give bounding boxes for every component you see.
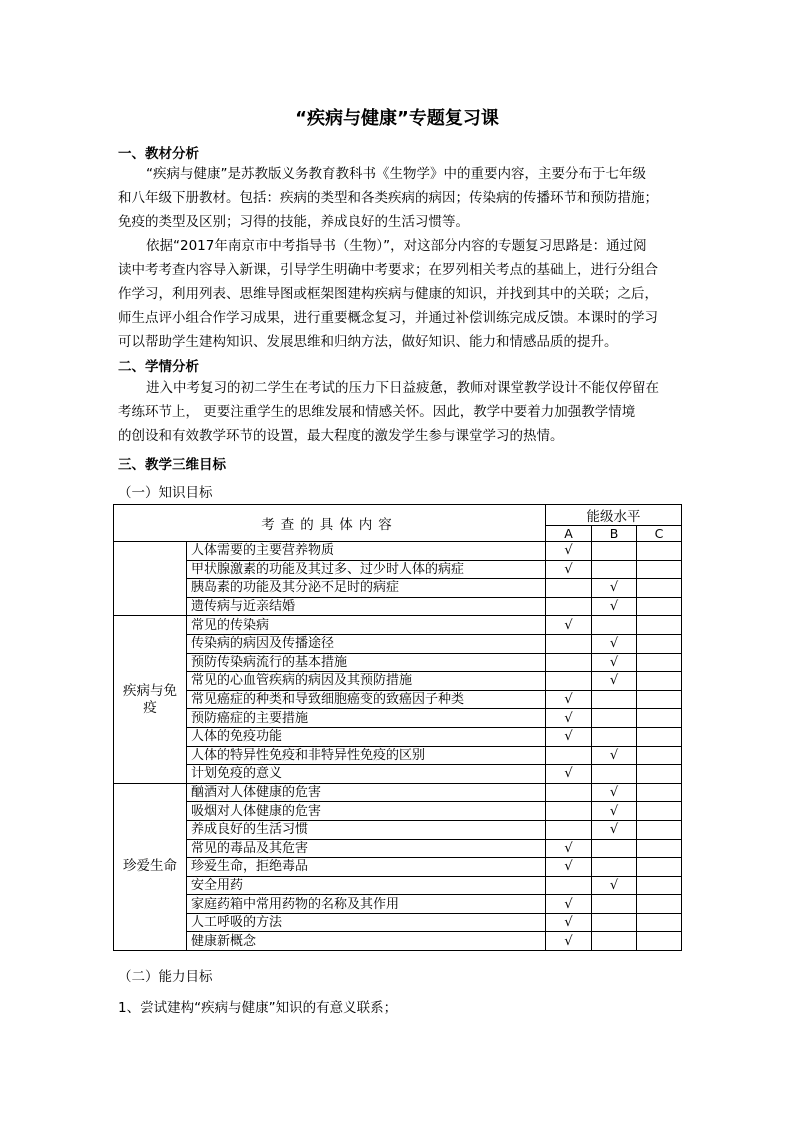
table-row bbox=[114, 672, 682, 691]
level-b-cell bbox=[592, 783, 637, 802]
level-b-cell bbox=[592, 672, 637, 691]
check-mark: √ bbox=[564, 692, 573, 708]
content-item-cell: 健康新概念 bbox=[187, 932, 546, 951]
level-c-cell bbox=[637, 783, 682, 802]
check-mark: √ bbox=[609, 654, 619, 670]
level-a-cell bbox=[546, 746, 592, 765]
level-a-cell bbox=[546, 895, 592, 914]
category-cell bbox=[114, 542, 187, 616]
level-c-header: C bbox=[637, 526, 682, 542]
paragraph-line: 考练环节上， 更要注重学生的思维发展和情感关怀。因此，教学中要着力加强教学情境 bbox=[118, 404, 636, 420]
paragraph-line: 免疫的类型及区别；习得的技能，养成良好的生活习惯等。 bbox=[118, 214, 469, 230]
section-heading-materials: 一、教材分析 bbox=[118, 146, 199, 162]
level-a-cell bbox=[546, 690, 592, 709]
paragraph-line: 进入中考复习的初二学生在考试的压力下日益疲惫，教师对课堂教学设计不能仅停留在 bbox=[146, 380, 659, 396]
level-b-cell bbox=[592, 616, 637, 635]
level-c-cell bbox=[637, 913, 682, 932]
check-mark: √ bbox=[564, 859, 573, 875]
level-a-cell bbox=[546, 634, 592, 653]
check-mark: √ bbox=[609, 673, 619, 689]
level-a-header: A bbox=[546, 526, 592, 542]
materials-paragraph-1 bbox=[118, 162, 680, 234]
paragraph-line: 依据“2017年南京市中考指导书（生物）”，对这部分内容的专题复习思路是：通过阅 bbox=[146, 238, 647, 254]
table-row bbox=[114, 913, 682, 932]
level-b-cell bbox=[592, 913, 637, 932]
level-a-cell bbox=[546, 616, 592, 635]
content-item-cell: 安全用药 bbox=[187, 876, 546, 895]
content-item-cell: 常见癌症的种类和导致细胞癌变的致癌因子种类 bbox=[187, 690, 546, 709]
level-a-cell bbox=[546, 653, 592, 672]
level-a-cell bbox=[546, 765, 592, 784]
check-mark: √ bbox=[609, 599, 619, 615]
check-mark: √ bbox=[564, 933, 573, 949]
table-row bbox=[114, 932, 682, 951]
content-item-cell: 人工呼吸的方法 bbox=[187, 913, 546, 932]
content-item-cell: 计划免疫的意义 bbox=[187, 765, 546, 784]
level-a-cell bbox=[546, 783, 592, 802]
section-heading-students: 二、学情分析 bbox=[118, 359, 199, 375]
level-c-cell bbox=[637, 932, 682, 951]
level-a-cell bbox=[546, 672, 592, 691]
level-a-cell bbox=[546, 839, 592, 858]
level-c-cell bbox=[637, 727, 682, 746]
table-row bbox=[114, 820, 682, 839]
check-mark: √ bbox=[609, 580, 619, 596]
check-mark: √ bbox=[564, 561, 573, 577]
content-item-cell: 酗酒对人体健康的危害 bbox=[187, 783, 546, 802]
students-paragraph bbox=[118, 376, 680, 448]
table-row bbox=[114, 858, 682, 877]
level-b-cell bbox=[592, 542, 637, 561]
level-c-cell bbox=[637, 690, 682, 709]
knowledge-goals-table bbox=[113, 504, 682, 951]
level-column-header: 能级水平 bbox=[546, 505, 682, 526]
check-mark: √ bbox=[609, 747, 619, 763]
check-mark: √ bbox=[609, 785, 619, 801]
level-a-cell bbox=[546, 820, 592, 839]
paragraph-line: 师生点评小组合作学习成果，进行重要概念复习，并通过补偿训练完成反馈。本课时的学习 bbox=[118, 310, 658, 326]
table-row bbox=[114, 839, 682, 858]
level-a-cell bbox=[546, 858, 592, 877]
level-a-cell bbox=[546, 727, 592, 746]
paragraph-line: 和八年级下册教材。包括：疾病的类型和各类疾病的病因；传染病的传播环节和预防措施； bbox=[118, 190, 658, 206]
content-item-cell: 人体需要的主要营养物质 bbox=[187, 542, 546, 561]
level-c-cell bbox=[637, 634, 682, 653]
level-a-cell bbox=[546, 913, 592, 932]
check-mark: √ bbox=[564, 543, 573, 559]
level-c-cell bbox=[637, 672, 682, 691]
content-item-cell: 人体的免疫功能 bbox=[187, 727, 546, 746]
table-row bbox=[114, 895, 682, 914]
document-title: “疾病与健康”专题复习课 bbox=[295, 108, 499, 129]
content-item-cell: 家庭药箱中常用药物的名称及其作用 bbox=[187, 895, 546, 914]
table-row bbox=[114, 579, 682, 598]
check-mark: √ bbox=[564, 915, 573, 931]
level-b-cell bbox=[592, 579, 637, 598]
table-row bbox=[114, 690, 682, 709]
content-item-cell: 吸烟对人体健康的危害 bbox=[187, 802, 546, 821]
content-item-cell: 常见的传染病 bbox=[187, 616, 546, 635]
level-c-cell bbox=[637, 839, 682, 858]
content-item-cell: 胰岛素的功能及其分泌不足时的病症 bbox=[187, 579, 546, 598]
content-item-cell: 甲状腺激素的功能及其过多、过少时人体的病症 bbox=[187, 560, 546, 579]
check-mark: √ bbox=[564, 840, 573, 856]
level-b-cell bbox=[592, 597, 637, 616]
content-column-header: 考查的具体内容 bbox=[114, 505, 546, 542]
knowledge-table-body bbox=[114, 542, 682, 951]
section-heading-goals: 三、教学三维目标 bbox=[118, 457, 226, 473]
level-b-cell bbox=[592, 839, 637, 858]
check-mark: √ bbox=[609, 822, 619, 838]
level-c-cell bbox=[637, 597, 682, 616]
level-b-cell bbox=[592, 727, 637, 746]
level-b-header: B bbox=[592, 526, 637, 542]
category-cell: 疾病与免疫 bbox=[114, 616, 187, 783]
subheading-ability-goals: （二）能力目标 bbox=[118, 969, 213, 985]
subheading-knowledge-goals: （一）知识目标 bbox=[118, 485, 213, 501]
level-a-cell bbox=[546, 560, 592, 579]
table-row bbox=[114, 876, 682, 895]
level-c-cell bbox=[637, 765, 682, 784]
check-mark: √ bbox=[564, 617, 573, 633]
check-mark: √ bbox=[564, 729, 573, 745]
level-b-cell bbox=[592, 690, 637, 709]
level-b-cell bbox=[592, 746, 637, 765]
level-c-cell bbox=[637, 653, 682, 672]
table-row bbox=[114, 616, 682, 635]
content-item-cell: 人体的特异性免疫和非特异性免疫的区别 bbox=[187, 746, 546, 765]
level-b-cell bbox=[592, 895, 637, 914]
level-b-cell bbox=[592, 802, 637, 821]
category-cell: 珍爱生命 bbox=[114, 783, 187, 950]
content-item-cell: 预防传染病流行的基本措施 bbox=[187, 653, 546, 672]
level-c-cell bbox=[637, 802, 682, 821]
level-a-cell bbox=[546, 542, 592, 561]
level-a-cell bbox=[546, 709, 592, 728]
ability-goal-1: 1、尝试建构“疾病与健康”知识的有意义联系； bbox=[118, 1000, 398, 1016]
level-b-cell bbox=[592, 932, 637, 951]
level-b-cell bbox=[592, 653, 637, 672]
level-b-cell bbox=[592, 765, 637, 784]
level-c-cell bbox=[637, 709, 682, 728]
table-row bbox=[114, 560, 682, 579]
table-row bbox=[114, 597, 682, 616]
content-item-cell: 养成良好的生活习惯 bbox=[187, 820, 546, 839]
check-mark: √ bbox=[609, 803, 619, 819]
level-b-cell bbox=[592, 709, 637, 728]
level-a-cell bbox=[546, 802, 592, 821]
content-item-cell: 珍爱生命，拒绝毒品 bbox=[187, 858, 546, 877]
level-a-cell bbox=[546, 932, 592, 951]
content-item-cell: 常见的心血管疾病的病因及其预防措施 bbox=[187, 672, 546, 691]
table-row bbox=[114, 542, 682, 561]
check-mark: √ bbox=[564, 710, 573, 726]
level-c-cell bbox=[637, 560, 682, 579]
level-c-cell bbox=[637, 616, 682, 635]
level-b-cell bbox=[592, 858, 637, 877]
check-mark: √ bbox=[564, 766, 573, 782]
check-mark: √ bbox=[609, 877, 619, 893]
paragraph-line: 的创设和有效教学环节的设置，最大程度的激发学生参与课堂学习的热情。 bbox=[118, 428, 564, 444]
level-b-cell bbox=[592, 560, 637, 579]
level-b-cell bbox=[592, 634, 637, 653]
level-c-cell bbox=[637, 579, 682, 598]
level-c-cell bbox=[637, 858, 682, 877]
table-row bbox=[114, 765, 682, 784]
check-mark: √ bbox=[564, 896, 573, 912]
level-c-cell bbox=[637, 746, 682, 765]
level-a-cell bbox=[546, 579, 592, 598]
level-c-cell bbox=[637, 542, 682, 561]
level-c-cell bbox=[637, 876, 682, 895]
table-row bbox=[114, 653, 682, 672]
materials-paragraph-2 bbox=[118, 234, 680, 354]
table-row bbox=[114, 709, 682, 728]
content-item-cell: 遗传病与近亲结婚 bbox=[187, 597, 546, 616]
level-c-cell bbox=[637, 895, 682, 914]
table-row bbox=[114, 634, 682, 653]
paragraph-line: 可以帮助学生建构知识、发展思维和归纳方法，做好知识、能力和情感品质的提升。 bbox=[118, 334, 618, 350]
paragraph-line: 读中考考查内容导入新课，引导学生明确中考要求；在罗列相关考点的基础上，进行分组合 bbox=[118, 262, 658, 278]
table-row bbox=[114, 746, 682, 765]
level-a-cell bbox=[546, 876, 592, 895]
paragraph-line: 作学习，利用列表、思维导图或框架图建构疾病与健康的知识，并找到其中的关联；之后， bbox=[118, 286, 658, 302]
level-b-cell bbox=[592, 876, 637, 895]
table-row bbox=[114, 783, 682, 802]
table-row bbox=[114, 802, 682, 821]
paragraph-line: “疾病与健康”是苏教版义务教育教科书《生物学》中的重要内容，主要分布于七年级 bbox=[146, 166, 646, 182]
check-mark: √ bbox=[609, 636, 619, 652]
content-item-cell: 预防癌症的主要措施 bbox=[187, 709, 546, 728]
content-item-cell: 传染病的病因及传播途径 bbox=[187, 634, 546, 653]
level-b-cell bbox=[592, 820, 637, 839]
table-row bbox=[114, 727, 682, 746]
level-a-cell bbox=[546, 597, 592, 616]
level-c-cell bbox=[637, 820, 682, 839]
content-item-cell: 常见的毒品及其危害 bbox=[187, 839, 546, 858]
